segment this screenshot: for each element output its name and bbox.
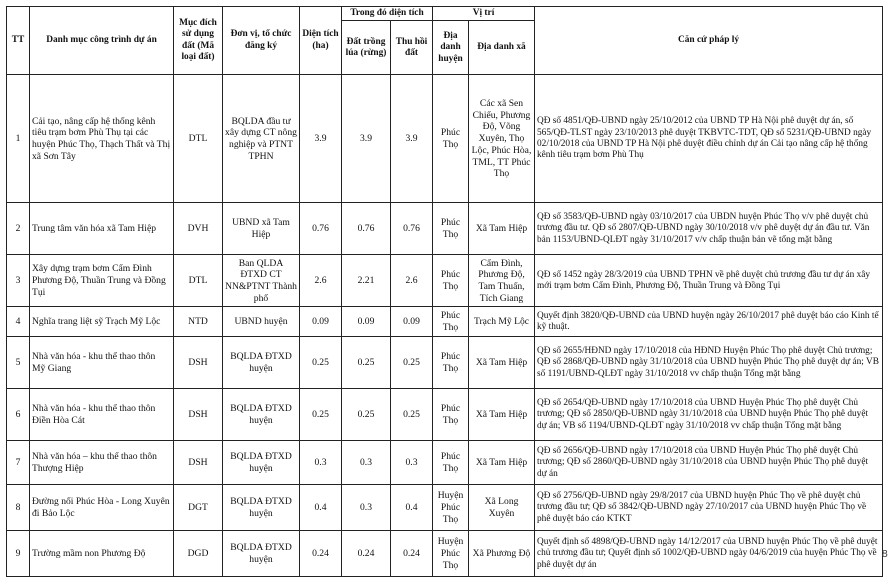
district-name: Huyện Phúc Thọ [433, 531, 469, 577]
recovered-land-value: 2.6 [391, 255, 433, 307]
area-value: 0.76 [300, 203, 342, 255]
legal-basis: Quyết định số 4898/QĐ-UBND ngày 14/12/2017 của UBND huyện Phúc Thọ về phê duyệt chủ trương đầu tư; Quyết định số 1002/QĐ-UBND ngày 04/6/2019 của huyện Phúc Thọ về phê duyệt dự án [535, 531, 883, 577]
area-value: 0.25 [300, 337, 342, 389]
commune-name: Xã Tam Hiệp [469, 441, 535, 485]
legal-basis: QĐ số 2756/QĐ-UBND ngày 29/8/2017 của UBND huyện Phúc Thọ về phê duyệt chủ trương đầu tư; QĐ số 3842/QĐ-UBND ngày 27/10/2017 của UBND huyện Phúc Thọ về phê duyệt báo cáo KTKT [535, 485, 883, 531]
header-rice-land: Đất trồng lúa (rừng) [342, 21, 391, 75]
row-number: 9 [7, 531, 30, 577]
project-name: Trung tâm văn hóa xã Tam Hiệp [30, 203, 174, 255]
land-purpose-code: DGT [174, 485, 223, 531]
project-name: Nhà văn hóa – khu thể thao thôn Thượng Hiệp [30, 441, 174, 485]
area-value: 2.6 [300, 255, 342, 307]
land-purpose-code: DSH [174, 441, 223, 485]
land-purpose-code: DGD [174, 531, 223, 577]
rice-land-value: 0.24 [342, 531, 391, 577]
legal-basis: QĐ số 2655/HĐND ngày 17/10/2018 của HĐND Huyện Phúc Thọ phê duyệt Chủ trương; QĐ số 2868/QĐ-UBND ngày 31/10/2018 của UBND huyện Phúc Thọ phê duyệt dự án; VB số 1191/UBND-QLĐT ngày 31/10/2018 vv chấp thuận Tổng mặt bằng [535, 337, 883, 389]
land-purpose-code: DTL [174, 75, 223, 203]
area-value: 0.24 [300, 531, 342, 577]
recovered-land-value: 0.4 [391, 485, 433, 531]
table-row [7, 531, 883, 577]
rice-land-value: 3.9 [342, 75, 391, 203]
commune-name: Xã Tam Hiệp [469, 337, 535, 389]
legal-basis: QĐ số 2656/QĐ-UBND ngày 17/10/2018 của UBND Huyện Phúc Thọ phê duyệt Chủ trương; QĐ số 2860/QĐ-UBND ngày 31/10/2018 của UBND huyện Phúc Thọ phê duyệt dự án [535, 441, 883, 485]
recovered-land-value: 3.9 [391, 75, 433, 203]
row-number: 1 [7, 75, 30, 203]
recovered-land-value: 0.24 [391, 531, 433, 577]
project-name: Nhà văn hóa - khu thể thao thôn Mỹ Giang [30, 337, 174, 389]
registering-organization: BQLDA ĐTXD huyện [223, 531, 300, 577]
project-name: Trường mầm non Phương Độ [30, 531, 174, 577]
rice-land-value: 0.76 [342, 203, 391, 255]
area-value: 0.3 [300, 441, 342, 485]
header-district: Địa danh huyện [433, 21, 469, 75]
legal-basis: QĐ số 1452 ngày 28/3/2019 của UBND TPHN về phê duyệt chủ trương đầu tư dự án xây mới trạm bơm Cẩm Đình, Phương Độ, Thuần Trung và Đồng Tụi [535, 255, 883, 307]
row-number: 8 [7, 485, 30, 531]
header-project-name: Danh mục công trình dự án [30, 7, 174, 75]
district-name: Phúc Thọ [433, 75, 469, 203]
header-area: Diện tích (ha) [300, 7, 342, 75]
district-name: Phúc Thọ [433, 255, 469, 307]
area-value: 0.4 [300, 485, 342, 531]
header-land-purpose: Mục đích sử dụng đất (Mã loại đất) [174, 7, 223, 75]
table-body [7, 75, 883, 577]
table-row [7, 485, 883, 531]
commune-name: Các xã Sen Chiểu, Phương Độ, Võng Xuyên, Thọ Lộc, Phúc Hòa, TML, TT Phúc Thọ [469, 75, 535, 203]
header-commune: Địa danh xã [469, 21, 535, 75]
row-number: 2 [7, 203, 30, 255]
row-number: 5 [7, 337, 30, 389]
rice-land-value: 0.3 [342, 441, 391, 485]
registering-organization: BQLDA ĐTXD huyện [223, 337, 300, 389]
header-organization: Đơn vị, tổ chức đăng ký [223, 7, 300, 75]
registering-organization: BQLDA ĐTXD huyện [223, 485, 300, 531]
project-name: Cải tạo, nâng cấp hệ thống kênh tiêu trạm bơm Phù Thụ tại các huyện Phúc Thọ, Thạch Thất và Thị xã Sơn Tây [30, 75, 174, 203]
rice-land-value: 0.25 [342, 337, 391, 389]
legal-basis: QĐ số 4851/QĐ-UBND ngày 25/10/2012 của UBND TP Hà Nội phê duyệt dự án, số 565/QĐ-TLST ngày 23/10/2013 phê duyệt TKBVTC-TDT, QĐ số 5231/QĐ-UBND ngày 02/10/2018 của UBND TP Hà Nội phê duyệt điều chỉnh dự án Cải tạo nâng cấp hệ thống kênh tiêu trạm bơm Phù Thụ [535, 75, 883, 203]
rice-land-value: 0.25 [342, 389, 391, 441]
recovered-land-value: 0.76 [391, 203, 433, 255]
commune-name: Xã Long Xuyên [469, 485, 535, 531]
table-row [7, 337, 883, 389]
area-value: 0.09 [300, 307, 342, 337]
commune-name: Cẩm Đình, Phương Độ, Tam Thuấn, Tích Giang [469, 255, 535, 307]
district-name: Phúc Thọ [433, 307, 469, 337]
commune-name: Xã Phương Độ [469, 531, 535, 577]
land-purpose-code: NTD [174, 307, 223, 337]
table-row [7, 441, 883, 485]
project-name: Nghĩa trang liệt sỹ Trạch Mỹ Lộc [30, 307, 174, 337]
header-legal-basis: Căn cứ pháp lý [535, 7, 883, 75]
commune-name: Xã Tam Hiệp [469, 203, 535, 255]
project-name: Nhà văn hóa - khu thể thao thôn Điền Hòa Cát [30, 389, 174, 441]
district-name: Huyện Phúc Thọ [433, 485, 469, 531]
recovered-land-value: 0.25 [391, 337, 433, 389]
legal-basis: Quyết định 3820/QĐ-UBND của UBND huyện ngày 26/10/2017 phê duyệt báo cáo Kinh tế kỹ thuật. [535, 307, 883, 337]
district-name: Phúc Thọ [433, 441, 469, 485]
registering-organization: BQLDA đầu tư xây dựng CT nông nghiệp và PTNT TPHN [223, 75, 300, 203]
rice-land-value: 0.09 [342, 307, 391, 337]
district-name: Phúc Thọ [433, 389, 469, 441]
page-mark: 8 [881, 549, 888, 560]
recovered-land-value: 0.3 [391, 441, 433, 485]
land-purpose-code: DTL [174, 255, 223, 307]
table-row [7, 307, 883, 337]
project-table [6, 6, 883, 577]
legal-basis: QĐ số 3583/QĐ-UBND ngày 03/10/2017 của UBDN huyện Phúc Thọ v/v phê duyệt chủ trương đầu tư. QĐ số 2807/QĐ-UBND ngày 30/10/2018 v/v phê duyệt dự án đầu tư. Văn bản 1153/UBND-QLĐT ngày 31/10/2017 v/v chấp thuận bản vẽ tổng mặt bằng [535, 203, 883, 255]
land-purpose-code: DSH [174, 337, 223, 389]
project-name: Đường nối Phúc Hòa - Long Xuyên đi Bảo Lộc [30, 485, 174, 531]
row-number: 7 [7, 441, 30, 485]
registering-organization: UBND huyện [223, 307, 300, 337]
registering-organization: BQLDA ĐTXD huyện [223, 389, 300, 441]
rice-land-value: 2.21 [342, 255, 391, 307]
registering-organization: Ban QLDA ĐTXD CT NN&PTNT Thành phố [223, 255, 300, 307]
recovered-land-value: 0.25 [391, 389, 433, 441]
header-recovered-land: Thu hồi đất [391, 21, 433, 75]
table-row [7, 389, 883, 441]
row-number: 6 [7, 389, 30, 441]
legal-basis: QĐ số 2654/QĐ-UBND ngày 17/10/2018 của UBND Huyện Phúc Thọ phê duyệt Chủ trương; QĐ số 2850/QĐ-UBND ngày 31/10/2018 của UBND huyện Phúc Thọ phê duyệt dự án; VB số 1194/UBND-QLĐT ngày 31/10/2018 vv chấp thuận Tổng mặt bằng [535, 389, 883, 441]
header-tt: TT [7, 7, 30, 75]
registering-organization: BQLDA ĐTXD huyện [223, 441, 300, 485]
commune-name: Xã Tam Hiệp [469, 389, 535, 441]
project-name: Xây dựng trạm bơm Cẩm Đình Phương Độ, Thuần Trung và Đồng Tụi [30, 255, 174, 307]
rice-land-value: 0.3 [342, 485, 391, 531]
row-number: 3 [7, 255, 30, 307]
area-value: 3.9 [300, 75, 342, 203]
area-value: 0.25 [300, 389, 342, 441]
table-row [7, 255, 883, 307]
commune-name: Trạch Mỹ Lộc [469, 307, 535, 337]
row-number: 4 [7, 307, 30, 337]
header-area-breakdown: Trong đó diện tích [342, 7, 433, 21]
table-header [7, 7, 883, 75]
header-location: Vị trí [433, 7, 535, 21]
table-row [7, 75, 883, 203]
table-row [7, 203, 883, 255]
recovered-land-value: 0.09 [391, 307, 433, 337]
district-name: Phúc Thọ [433, 203, 469, 255]
registering-organization: UBND xã Tam Hiệp [223, 203, 300, 255]
district-name: Phúc Thọ [433, 337, 469, 389]
land-purpose-code: DVH [174, 203, 223, 255]
land-purpose-code: DSH [174, 389, 223, 441]
